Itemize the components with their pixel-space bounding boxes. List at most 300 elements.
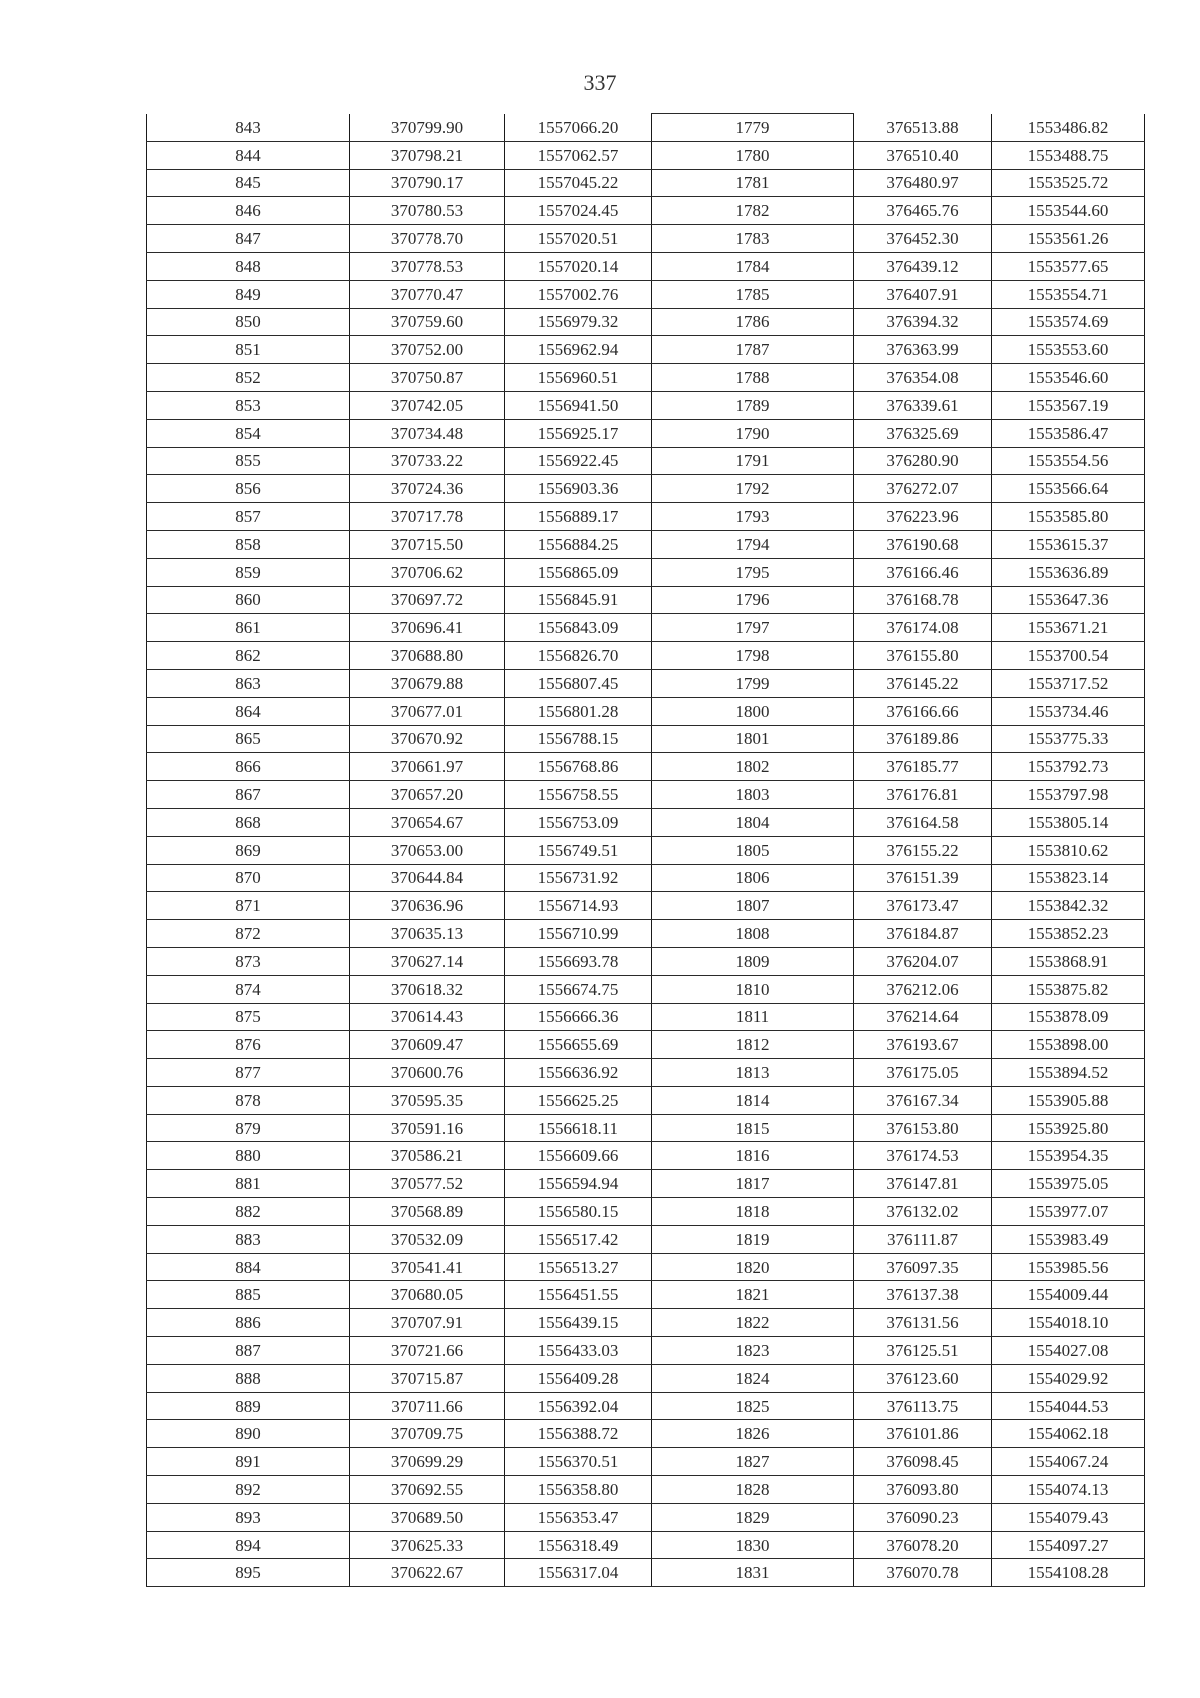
x-coordinate-left-cell: 370688.80	[350, 642, 505, 670]
point-number-left-cell: 868	[147, 808, 350, 836]
y-coordinate-right-cell: 1553792.73	[992, 753, 1145, 781]
point-number-left-cell: 871	[147, 892, 350, 920]
y-coordinate-right-cell: 1553488.75	[992, 141, 1145, 169]
x-coordinate-right-cell: 376465.76	[854, 197, 992, 225]
y-coordinate-right-cell: 1553852.23	[992, 920, 1145, 948]
point-number-left-cell: 844	[147, 141, 350, 169]
y-coordinate-right-cell: 1553647.36	[992, 586, 1145, 614]
point-number-right-cell: 1815	[652, 1114, 854, 1142]
x-coordinate-left-cell: 370715.50	[350, 530, 505, 558]
x-coordinate-right-cell: 376189.86	[854, 725, 992, 753]
table-row	[147, 808, 1145, 836]
table-row	[147, 614, 1145, 642]
x-coordinate-left-cell: 370770.47	[350, 280, 505, 308]
x-coordinate-left-cell: 370752.00	[350, 336, 505, 364]
x-coordinate-left-cell: 370799.90	[350, 114, 505, 142]
x-coordinate-left-cell: 370742.05	[350, 391, 505, 419]
table-row	[147, 1170, 1145, 1198]
table-row	[147, 503, 1145, 531]
table-row	[147, 1309, 1145, 1337]
table-row	[147, 725, 1145, 753]
y-coordinate-right-cell: 1553486.82	[992, 114, 1145, 142]
point-number-right-cell: 1784	[652, 252, 854, 280]
y-coordinate-left-cell: 1556753.09	[505, 808, 652, 836]
x-coordinate-left-cell: 370661.97	[350, 753, 505, 781]
x-coordinate-right-cell: 376204.07	[854, 947, 992, 975]
x-coordinate-left-cell: 370692.55	[350, 1476, 505, 1504]
point-number-right-cell: 1795	[652, 558, 854, 586]
point-number-left-cell: 876	[147, 1031, 350, 1059]
y-coordinate-left-cell: 1556609.66	[505, 1142, 652, 1170]
table-row	[147, 753, 1145, 781]
x-coordinate-left-cell: 370724.36	[350, 475, 505, 503]
table-row	[147, 391, 1145, 419]
point-number-right-cell: 1798	[652, 642, 854, 670]
x-coordinate-left-cell: 370715.87	[350, 1364, 505, 1392]
table-row	[147, 308, 1145, 336]
x-coordinate-right-cell: 376272.07	[854, 475, 992, 503]
point-number-left-cell: 845	[147, 169, 350, 197]
x-coordinate-right-cell: 376101.86	[854, 1420, 992, 1448]
point-number-right-cell: 1829	[652, 1503, 854, 1531]
point-number-right-cell: 1817	[652, 1170, 854, 1198]
y-coordinate-right-cell: 1553775.33	[992, 725, 1145, 753]
table-row	[147, 1559, 1145, 1587]
y-coordinate-right-cell: 1554097.27	[992, 1531, 1145, 1559]
y-coordinate-left-cell: 1556580.15	[505, 1198, 652, 1226]
x-coordinate-right-cell: 376137.38	[854, 1281, 992, 1309]
point-number-left-cell: 870	[147, 864, 350, 892]
point-number-right-cell: 1786	[652, 308, 854, 336]
point-number-left-cell: 846	[147, 197, 350, 225]
point-number-left-cell: 877	[147, 1059, 350, 1087]
x-coordinate-left-cell: 370699.29	[350, 1448, 505, 1476]
x-coordinate-right-cell: 376155.22	[854, 836, 992, 864]
point-number-left-cell: 880	[147, 1142, 350, 1170]
table-row	[147, 892, 1145, 920]
x-coordinate-right-cell: 376153.80	[854, 1114, 992, 1142]
x-coordinate-left-cell: 370711.66	[350, 1392, 505, 1420]
y-coordinate-left-cell: 1556714.93	[505, 892, 652, 920]
point-number-right-cell: 1826	[652, 1420, 854, 1448]
point-number-right-cell: 1830	[652, 1531, 854, 1559]
point-number-right-cell: 1785	[652, 280, 854, 308]
x-coordinate-left-cell: 370721.66	[350, 1337, 505, 1365]
table-row	[147, 364, 1145, 392]
table-row	[147, 920, 1145, 948]
x-coordinate-right-cell: 376407.91	[854, 280, 992, 308]
y-coordinate-left-cell: 1556666.36	[505, 1003, 652, 1031]
x-coordinate-left-cell: 370614.43	[350, 1003, 505, 1031]
y-coordinate-right-cell: 1553894.52	[992, 1059, 1145, 1087]
y-coordinate-right-cell: 1553734.46	[992, 697, 1145, 725]
x-coordinate-left-cell: 370654.67	[350, 808, 505, 836]
x-coordinate-right-cell: 376176.81	[854, 781, 992, 809]
point-number-left-cell: 862	[147, 642, 350, 670]
y-coordinate-right-cell: 1553925.80	[992, 1114, 1145, 1142]
x-coordinate-right-cell: 376168.78	[854, 586, 992, 614]
point-number-left-cell: 873	[147, 947, 350, 975]
y-coordinate-right-cell: 1554009.44	[992, 1281, 1145, 1309]
x-coordinate-left-cell: 370709.75	[350, 1420, 505, 1448]
point-number-left-cell: 884	[147, 1253, 350, 1281]
y-coordinate-right-cell: 1553615.37	[992, 530, 1145, 558]
y-coordinate-left-cell: 1556370.51	[505, 1448, 652, 1476]
x-coordinate-left-cell: 370532.09	[350, 1225, 505, 1253]
x-coordinate-left-cell: 370586.21	[350, 1142, 505, 1170]
table-row	[147, 947, 1145, 975]
x-coordinate-right-cell: 376280.90	[854, 447, 992, 475]
x-coordinate-right-cell: 376325.69	[854, 419, 992, 447]
x-coordinate-left-cell: 370657.20	[350, 781, 505, 809]
x-coordinate-right-cell: 376167.34	[854, 1086, 992, 1114]
table-row	[147, 1392, 1145, 1420]
point-number-right-cell: 1792	[652, 475, 854, 503]
table-row	[147, 781, 1145, 809]
point-number-left-cell: 867	[147, 781, 350, 809]
point-number-left-cell: 891	[147, 1448, 350, 1476]
x-coordinate-left-cell: 370618.32	[350, 975, 505, 1003]
y-coordinate-left-cell: 1556439.15	[505, 1309, 652, 1337]
y-coordinate-right-cell: 1553567.19	[992, 391, 1145, 419]
x-coordinate-right-cell: 376098.45	[854, 1448, 992, 1476]
x-coordinate-left-cell: 370568.89	[350, 1198, 505, 1226]
x-coordinate-right-cell: 376174.53	[854, 1142, 992, 1170]
table-row	[147, 225, 1145, 253]
y-coordinate-left-cell: 1556353.47	[505, 1503, 652, 1531]
y-coordinate-left-cell: 1556409.28	[505, 1364, 652, 1392]
x-coordinate-left-cell: 370644.84	[350, 864, 505, 892]
y-coordinate-left-cell: 1556941.50	[505, 391, 652, 419]
y-coordinate-right-cell: 1554062.18	[992, 1420, 1145, 1448]
y-coordinate-right-cell: 1553975.05	[992, 1170, 1145, 1198]
point-number-left-cell: 851	[147, 336, 350, 364]
point-number-left-cell: 857	[147, 503, 350, 531]
y-coordinate-right-cell: 1553566.64	[992, 475, 1145, 503]
table-row	[147, 642, 1145, 670]
y-coordinate-right-cell: 1553898.00	[992, 1031, 1145, 1059]
y-coordinate-left-cell: 1556674.75	[505, 975, 652, 1003]
y-coordinate-left-cell: 1556618.11	[505, 1114, 652, 1142]
y-coordinate-left-cell: 1556788.15	[505, 725, 652, 753]
page-number: 337	[583, 70, 617, 95]
y-coordinate-left-cell: 1556826.70	[505, 642, 652, 670]
y-coordinate-left-cell: 1556451.55	[505, 1281, 652, 1309]
x-coordinate-left-cell: 370680.05	[350, 1281, 505, 1309]
y-coordinate-right-cell: 1553875.82	[992, 975, 1145, 1003]
point-number-right-cell: 1799	[652, 669, 854, 697]
point-number-right-cell: 1821	[652, 1281, 854, 1309]
x-coordinate-right-cell: 376147.81	[854, 1170, 992, 1198]
table-row	[147, 530, 1145, 558]
point-number-right-cell: 1804	[652, 808, 854, 836]
y-coordinate-left-cell: 1556865.09	[505, 558, 652, 586]
point-number-left-cell: 879	[147, 1114, 350, 1142]
y-coordinate-left-cell: 1556801.28	[505, 697, 652, 725]
point-number-right-cell: 1794	[652, 530, 854, 558]
y-coordinate-right-cell: 1554018.10	[992, 1309, 1145, 1337]
y-coordinate-left-cell: 1557045.22	[505, 169, 652, 197]
y-coordinate-right-cell: 1553553.60	[992, 336, 1145, 364]
x-coordinate-left-cell: 370750.87	[350, 364, 505, 392]
x-coordinate-right-cell: 376097.35	[854, 1253, 992, 1281]
table-row	[147, 975, 1145, 1003]
table-row	[147, 1198, 1145, 1226]
x-coordinate-right-cell: 376439.12	[854, 252, 992, 280]
point-number-right-cell: 1805	[652, 836, 854, 864]
point-number-right-cell: 1781	[652, 169, 854, 197]
x-coordinate-right-cell: 376123.60	[854, 1364, 992, 1392]
point-number-right-cell: 1823	[652, 1337, 854, 1365]
y-coordinate-left-cell: 1556513.27	[505, 1253, 652, 1281]
y-coordinate-left-cell: 1556884.25	[505, 530, 652, 558]
point-number-left-cell: 888	[147, 1364, 350, 1392]
point-number-left-cell: 848	[147, 252, 350, 280]
x-coordinate-left-cell: 370707.91	[350, 1309, 505, 1337]
point-number-left-cell: 883	[147, 1225, 350, 1253]
x-coordinate-left-cell: 370627.14	[350, 947, 505, 975]
x-coordinate-left-cell: 370677.01	[350, 697, 505, 725]
y-coordinate-right-cell: 1553905.88	[992, 1086, 1145, 1114]
x-coordinate-right-cell: 376125.51	[854, 1337, 992, 1365]
point-number-right-cell: 1800	[652, 697, 854, 725]
point-number-right-cell: 1788	[652, 364, 854, 392]
point-number-left-cell: 889	[147, 1392, 350, 1420]
y-coordinate-left-cell: 1556962.94	[505, 336, 652, 364]
point-number-left-cell: 853	[147, 391, 350, 419]
y-coordinate-left-cell: 1556594.94	[505, 1170, 652, 1198]
y-coordinate-right-cell: 1553823.14	[992, 864, 1145, 892]
x-coordinate-right-cell: 376173.47	[854, 892, 992, 920]
table-row	[147, 1114, 1145, 1142]
x-coordinate-right-cell: 376090.23	[854, 1503, 992, 1531]
x-coordinate-right-cell: 376223.96	[854, 503, 992, 531]
x-coordinate-right-cell: 376093.80	[854, 1476, 992, 1504]
y-coordinate-right-cell: 1554074.13	[992, 1476, 1145, 1504]
point-number-left-cell: 895	[147, 1559, 350, 1587]
x-coordinate-left-cell: 370591.16	[350, 1114, 505, 1142]
y-coordinate-left-cell: 1556731.92	[505, 864, 652, 892]
y-coordinate-right-cell: 1553717.52	[992, 669, 1145, 697]
point-number-right-cell: 1807	[652, 892, 854, 920]
y-coordinate-left-cell: 1557066.20	[505, 114, 652, 142]
x-coordinate-left-cell: 370622.67	[350, 1559, 505, 1587]
point-number-left-cell: 865	[147, 725, 350, 753]
point-number-right-cell: 1812	[652, 1031, 854, 1059]
table-row	[147, 169, 1145, 197]
point-number-right-cell: 1811	[652, 1003, 854, 1031]
x-coordinate-right-cell: 376184.87	[854, 920, 992, 948]
y-coordinate-right-cell: 1553554.71	[992, 280, 1145, 308]
coordinate-table-body	[147, 114, 1145, 1587]
y-coordinate-right-cell: 1553954.35	[992, 1142, 1145, 1170]
y-coordinate-left-cell: 1557020.14	[505, 252, 652, 280]
point-number-right-cell: 1814	[652, 1086, 854, 1114]
x-coordinate-right-cell: 376132.02	[854, 1198, 992, 1226]
x-coordinate-right-cell: 376363.99	[854, 336, 992, 364]
x-coordinate-right-cell: 376078.20	[854, 1531, 992, 1559]
y-coordinate-left-cell: 1556517.42	[505, 1225, 652, 1253]
x-coordinate-left-cell: 370679.88	[350, 669, 505, 697]
point-number-left-cell: 885	[147, 1281, 350, 1309]
point-number-right-cell: 1806	[652, 864, 854, 892]
x-coordinate-right-cell: 376155.80	[854, 642, 992, 670]
table-row	[147, 114, 1145, 142]
point-number-left-cell: 878	[147, 1086, 350, 1114]
point-number-right-cell: 1780	[652, 141, 854, 169]
point-number-left-cell: 852	[147, 364, 350, 392]
y-coordinate-right-cell: 1553878.09	[992, 1003, 1145, 1031]
y-coordinate-right-cell: 1553842.32	[992, 892, 1145, 920]
point-number-right-cell: 1824	[652, 1364, 854, 1392]
y-coordinate-right-cell: 1553700.54	[992, 642, 1145, 670]
table-row	[147, 1476, 1145, 1504]
y-coordinate-right-cell: 1553546.60	[992, 364, 1145, 392]
table-row	[147, 1253, 1145, 1281]
x-coordinate-left-cell: 370670.92	[350, 725, 505, 753]
x-coordinate-left-cell: 370653.00	[350, 836, 505, 864]
point-number-left-cell: 859	[147, 558, 350, 586]
y-coordinate-left-cell: 1556317.04	[505, 1559, 652, 1587]
point-number-left-cell: 854	[147, 419, 350, 447]
y-coordinate-left-cell: 1556889.17	[505, 503, 652, 531]
x-coordinate-right-cell: 376070.78	[854, 1559, 992, 1587]
y-coordinate-left-cell: 1556845.91	[505, 586, 652, 614]
x-coordinate-right-cell: 376510.40	[854, 141, 992, 169]
point-number-right-cell: 1822	[652, 1309, 854, 1337]
point-number-right-cell: 1793	[652, 503, 854, 531]
y-coordinate-right-cell: 1553797.98	[992, 781, 1145, 809]
x-coordinate-right-cell: 376185.77	[854, 753, 992, 781]
x-coordinate-left-cell: 370717.78	[350, 503, 505, 531]
y-coordinate-left-cell: 1556979.32	[505, 308, 652, 336]
y-coordinate-right-cell: 1553636.89	[992, 558, 1145, 586]
table-row	[147, 1337, 1145, 1365]
point-number-left-cell: 860	[147, 586, 350, 614]
x-coordinate-right-cell: 376214.64	[854, 1003, 992, 1031]
table-row	[147, 1448, 1145, 1476]
point-number-right-cell: 1810	[652, 975, 854, 1003]
x-coordinate-left-cell: 370733.22	[350, 447, 505, 475]
point-number-left-cell: 886	[147, 1309, 350, 1337]
table-row	[147, 141, 1145, 169]
y-coordinate-right-cell: 1553577.65	[992, 252, 1145, 280]
y-coordinate-left-cell: 1556433.03	[505, 1337, 652, 1365]
x-coordinate-right-cell: 376111.87	[854, 1225, 992, 1253]
point-number-right-cell: 1816	[652, 1142, 854, 1170]
y-coordinate-left-cell: 1556693.78	[505, 947, 652, 975]
table-row	[147, 1420, 1145, 1448]
y-coordinate-right-cell: 1553585.80	[992, 503, 1145, 531]
point-number-left-cell: 863	[147, 669, 350, 697]
point-number-right-cell: 1790	[652, 419, 854, 447]
table-row	[147, 864, 1145, 892]
point-number-right-cell: 1831	[652, 1559, 854, 1587]
y-coordinate-left-cell: 1557002.76	[505, 280, 652, 308]
y-coordinate-left-cell: 1557020.51	[505, 225, 652, 253]
x-coordinate-right-cell: 376164.58	[854, 808, 992, 836]
x-coordinate-left-cell: 370541.41	[350, 1253, 505, 1281]
y-coordinate-right-cell: 1554029.92	[992, 1364, 1145, 1392]
x-coordinate-left-cell: 370600.76	[350, 1059, 505, 1087]
x-coordinate-left-cell: 370595.35	[350, 1086, 505, 1114]
x-coordinate-right-cell: 376174.08	[854, 614, 992, 642]
x-coordinate-left-cell: 370780.53	[350, 197, 505, 225]
point-number-right-cell: 1782	[652, 197, 854, 225]
x-coordinate-left-cell: 370609.47	[350, 1031, 505, 1059]
table-row	[147, 336, 1145, 364]
y-coordinate-left-cell: 1556710.99	[505, 920, 652, 948]
x-coordinate-left-cell: 370798.21	[350, 141, 505, 169]
y-coordinate-right-cell: 1554027.08	[992, 1337, 1145, 1365]
x-coordinate-left-cell: 370697.72	[350, 586, 505, 614]
table-row	[147, 836, 1145, 864]
y-coordinate-left-cell: 1556925.17	[505, 419, 652, 447]
x-coordinate-right-cell: 376212.06	[854, 975, 992, 1003]
point-number-right-cell: 1797	[652, 614, 854, 642]
y-coordinate-right-cell: 1553574.69	[992, 308, 1145, 336]
point-number-left-cell: 864	[147, 697, 350, 725]
y-coordinate-right-cell: 1553805.14	[992, 808, 1145, 836]
y-coordinate-right-cell: 1554044.53	[992, 1392, 1145, 1420]
y-coordinate-left-cell: 1556655.69	[505, 1031, 652, 1059]
point-number-left-cell: 849	[147, 280, 350, 308]
y-coordinate-left-cell: 1556358.80	[505, 1476, 652, 1504]
point-number-left-cell: 887	[147, 1337, 350, 1365]
x-coordinate-right-cell: 376166.46	[854, 558, 992, 586]
x-coordinate-right-cell: 376145.22	[854, 669, 992, 697]
table-row	[147, 558, 1145, 586]
point-number-left-cell: 890	[147, 1420, 350, 1448]
point-number-left-cell: 875	[147, 1003, 350, 1031]
x-coordinate-right-cell: 376166.66	[854, 697, 992, 725]
table-row	[147, 1003, 1145, 1031]
x-coordinate-right-cell: 376394.32	[854, 308, 992, 336]
point-number-left-cell: 882	[147, 1198, 350, 1226]
point-number-right-cell: 1802	[652, 753, 854, 781]
point-number-right-cell: 1808	[652, 920, 854, 948]
x-coordinate-left-cell: 370759.60	[350, 308, 505, 336]
table-row	[147, 419, 1145, 447]
x-coordinate-right-cell: 376190.68	[854, 530, 992, 558]
y-coordinate-left-cell: 1556903.36	[505, 475, 652, 503]
table-row	[147, 1503, 1145, 1531]
point-number-right-cell: 1820	[652, 1253, 854, 1281]
point-number-right-cell: 1801	[652, 725, 854, 753]
y-coordinate-right-cell: 1554108.28	[992, 1559, 1145, 1587]
y-coordinate-left-cell: 1557024.45	[505, 197, 652, 225]
point-number-left-cell: 861	[147, 614, 350, 642]
table-row	[147, 1031, 1145, 1059]
point-number-right-cell: 1809	[652, 947, 854, 975]
x-coordinate-right-cell: 376193.67	[854, 1031, 992, 1059]
y-coordinate-right-cell: 1553983.49	[992, 1225, 1145, 1253]
table-row	[147, 475, 1145, 503]
x-coordinate-right-cell: 376354.08	[854, 364, 992, 392]
x-coordinate-left-cell: 370778.70	[350, 225, 505, 253]
y-coordinate-left-cell: 1556625.25	[505, 1086, 652, 1114]
y-coordinate-right-cell: 1553868.91	[992, 947, 1145, 975]
x-coordinate-right-cell: 376131.56	[854, 1309, 992, 1337]
y-coordinate-right-cell: 1553810.62	[992, 836, 1145, 864]
y-coordinate-right-cell: 1553671.21	[992, 614, 1145, 642]
table-row	[147, 669, 1145, 697]
point-number-right-cell: 1828	[652, 1476, 854, 1504]
y-coordinate-right-cell: 1553525.72	[992, 169, 1145, 197]
coordinate-table	[146, 113, 1145, 1587]
x-coordinate-left-cell: 370734.48	[350, 419, 505, 447]
point-number-left-cell: 894	[147, 1531, 350, 1559]
